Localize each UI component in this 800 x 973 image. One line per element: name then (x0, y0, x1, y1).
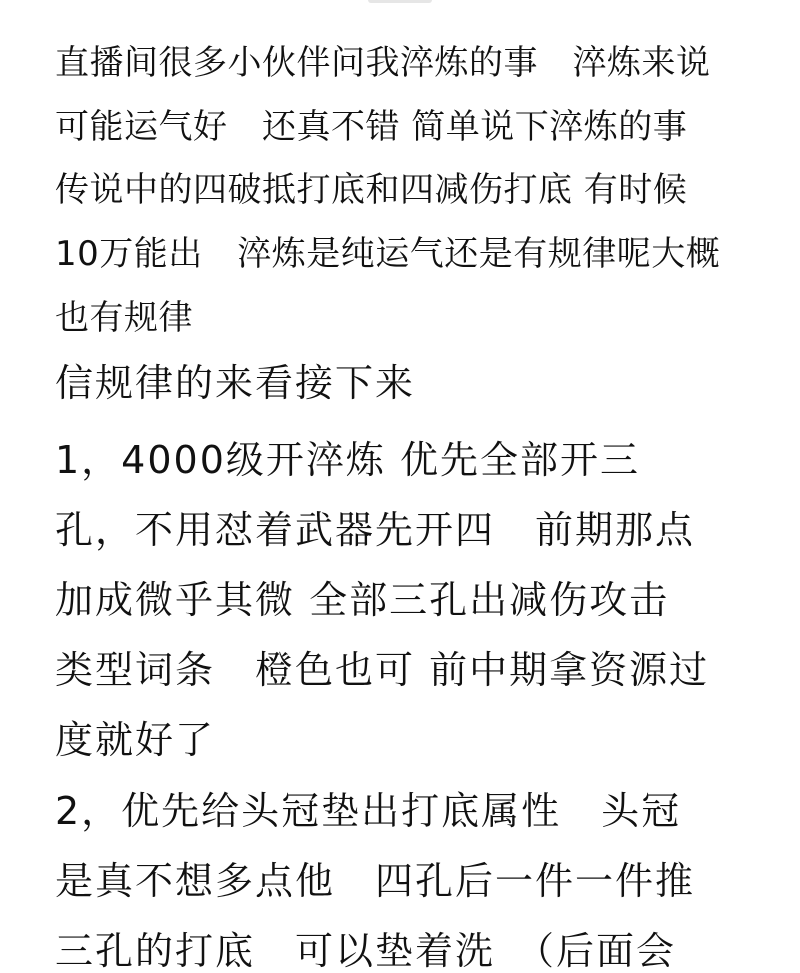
article-line: 类型词条 橙色也可 前中期拿资源过 (55, 648, 710, 692)
article-line: 传说中的四破抵打底和四减伤打底 有时候 (55, 170, 688, 210)
article-line: 度就好了 (55, 718, 216, 762)
article-line: 2，优先给头冠垫出打底属性 头冠 (55, 789, 682, 833)
article-line: 10万能出 淬炼是纯运气还是有规律呢大概 (55, 234, 721, 274)
article-line: 也有规律 (55, 298, 193, 338)
article-line: 加成微乎其微 全部三孔出减伤攻击 (55, 578, 670, 622)
article-line: 可能运气好 还真不错 简单说下淬炼的事 (55, 107, 688, 147)
article-line: 直播间很多小伙伴问我淬炼的事 淬炼来说 (55, 43, 711, 83)
article-line: 三孔的打底 可以垫着洗 （后面会 (55, 929, 677, 973)
article-line: 1，4000级开淬炼 优先全部开三 (55, 438, 640, 482)
article-line: 是真不想多点他 四孔后一件一件推 (55, 859, 696, 903)
article-line: 信规律的来看接下来 (55, 361, 416, 405)
top-scroll-handle (368, 0, 432, 3)
article-line: 孔，不用怼着武器先开四 前期那点 (55, 508, 696, 552)
